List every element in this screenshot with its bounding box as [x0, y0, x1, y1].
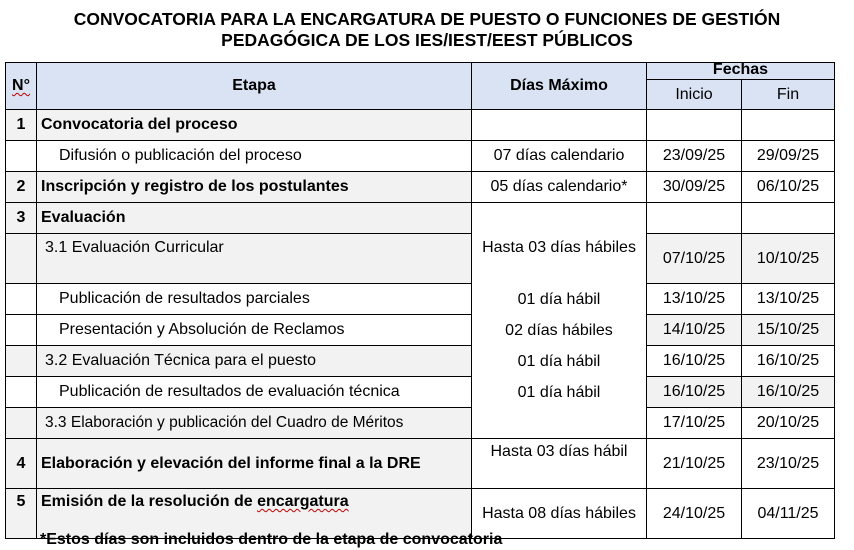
end-date-cell: 04/11/25 — [742, 489, 835, 539]
stage-cell: 3.3 Elaboración y publicación del Cuadro de Méritos — [37, 408, 472, 439]
table-row — [6, 439, 835, 489]
days-cell: Hasta 03 días hábiles — [482, 239, 636, 256]
header-etapa: Etapa — [37, 63, 472, 110]
table-row — [6, 377, 835, 408]
row-number: 2 — [6, 172, 37, 203]
days-cell: 01 día hábil — [517, 353, 601, 370]
header-row-1 — [6, 63, 835, 80]
row-number — [6, 408, 37, 439]
start-date-cell: 07/10/25 — [647, 234, 742, 284]
header-num — [6, 63, 37, 110]
start-date-cell — [647, 110, 742, 141]
row-number — [6, 141, 37, 172]
row-number — [6, 284, 37, 315]
table-row — [6, 346, 835, 377]
table-row — [6, 203, 835, 234]
start-date-cell: 24/10/25 — [647, 489, 742, 539]
start-date-cell: 30/09/25 — [647, 172, 742, 203]
start-date-cell: 17/10/25 — [647, 408, 742, 439]
stage-cell: 3.1 Evaluación Curricular — [37, 234, 472, 284]
row-number: 4 — [6, 439, 37, 489]
stage-cell: Elaboración y elevación del informe final a la DRE — [37, 439, 472, 489]
row-number — [6, 346, 37, 377]
end-date-cell — [742, 110, 835, 141]
start-date-cell: 21/10/25 — [647, 439, 742, 489]
stage-cell: Inscripción y registro de los postulantes — [37, 172, 472, 203]
days-cell: 05 días calendario* — [472, 172, 647, 203]
end-date-cell: 10/10/25 — [742, 234, 835, 284]
row-number: 1 — [6, 110, 37, 141]
table-row — [6, 172, 835, 203]
document-title — [0, 9, 854, 51]
row-number — [6, 377, 37, 408]
table-row — [6, 284, 835, 315]
start-date-cell: 14/10/25 — [647, 315, 742, 346]
start-date-cell: 13/10/25 — [647, 284, 742, 315]
stage-cell: Difusión o publicación del proceso — [37, 141, 472, 172]
table-row — [6, 110, 835, 141]
header-fechas: Fechas — [647, 63, 835, 80]
row-number: 3 — [6, 203, 37, 234]
header-dias: Días Máximo — [472, 63, 647, 110]
stage-cell: Publicación de resultados parciales — [37, 284, 472, 315]
days-cell: Hasta 08 días hábiles — [472, 489, 647, 539]
row-number — [6, 234, 37, 284]
days-cell — [472, 110, 647, 141]
end-date-cell: 06/10/25 — [742, 172, 835, 203]
end-date-cell: 16/10/25 — [742, 346, 835, 377]
row-number: 5 — [6, 489, 37, 539]
table-row — [6, 408, 835, 439]
start-date-cell: 16/10/25 — [647, 377, 742, 408]
stage-cell: 3.2 Evaluación Técnica para el puesto — [37, 346, 472, 377]
days-cell: 01 día hábil — [517, 291, 601, 308]
header-fin: Fin — [742, 80, 835, 110]
stage-cell: Evaluación — [37, 203, 472, 234]
stage-cell: Presentación y Absolución de Reclamos — [37, 315, 472, 346]
days-cell: Hasta 03 días hábil — [472, 439, 647, 489]
end-date-cell: 16/10/25 — [742, 377, 835, 408]
title-line-1: CONVOCATORIA PARA LA ENCARGATURA DE PUESTO O FUNCIONES DE GESTIÓN — [73, 9, 781, 29]
end-date-cell: 29/09/25 — [742, 141, 835, 172]
table-row — [6, 141, 835, 172]
start-date-cell: 23/09/25 — [647, 141, 742, 172]
header-num-label: N° — [12, 77, 30, 94]
days-cell: 07 días calendario — [472, 141, 647, 172]
end-date-cell: 13/10/25 — [742, 284, 835, 315]
end-date-cell — [742, 203, 835, 234]
table-row — [6, 315, 835, 346]
row-number — [6, 315, 37, 346]
days-cell: 01 día hábil — [517, 384, 601, 401]
start-date-cell: 16/10/25 — [647, 346, 742, 377]
days-cell: 02 días hábiles — [505, 322, 613, 339]
stage-cell: Publicación de resultados de evaluación técnica — [37, 377, 472, 408]
stage-text: Emisión de la resolución de — [41, 493, 258, 510]
footnote: *Estos días son incluidos dentro de la etapa de convocatoria — [40, 531, 503, 548]
stage-cell: Convocatoria del proceso — [37, 110, 472, 141]
schedule-table — [5, 62, 835, 539]
days-cell-group — [472, 203, 647, 439]
end-date-cell: 15/10/25 — [742, 315, 835, 346]
end-date-cell: 23/10/25 — [742, 439, 835, 489]
header-inicio: Inicio — [647, 80, 742, 110]
end-date-cell: 20/10/25 — [742, 408, 835, 439]
start-date-cell — [647, 203, 742, 234]
title-line-2: PEDAGÓGICA DE LOS IES/IEST/EEST PÚBLICOS — [221, 30, 633, 50]
table-row — [6, 234, 835, 284]
stage-text-flagged-word: encargatura — [257, 493, 349, 510]
